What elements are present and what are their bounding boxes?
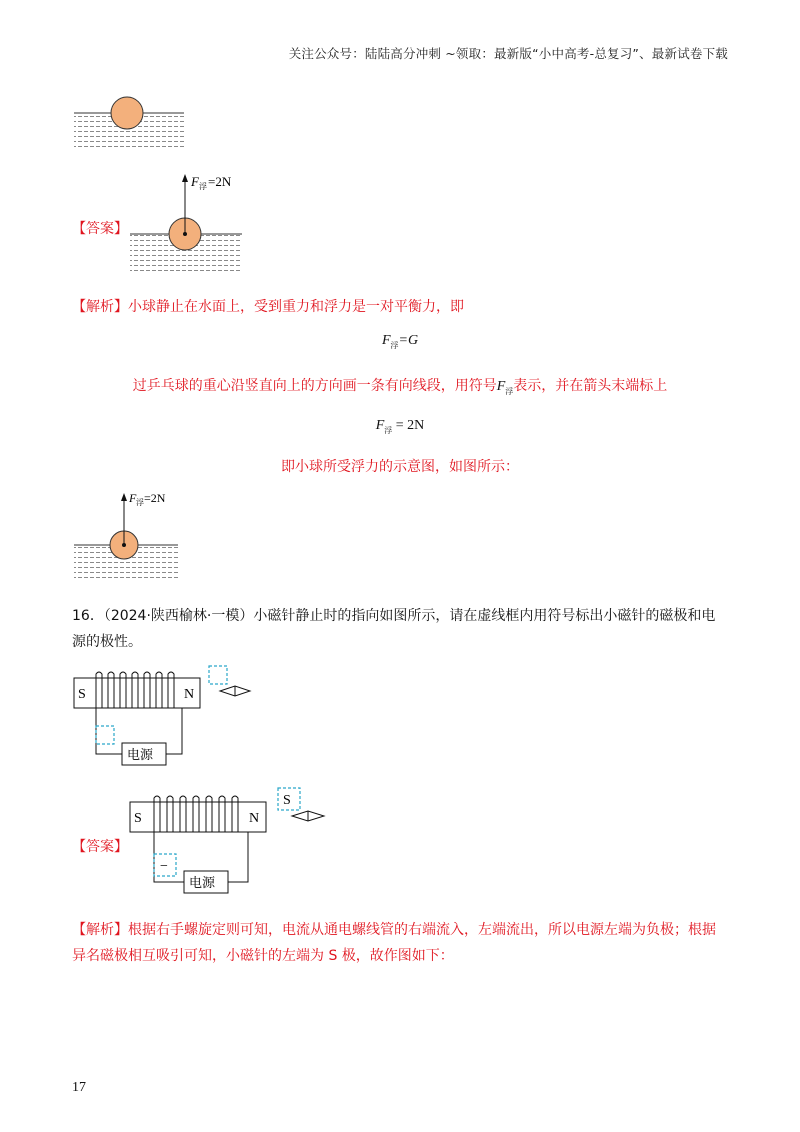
center-dot [183,232,187,236]
force-label-symbol: F [191,174,199,189]
needle-pole-box[interactable] [209,666,227,684]
analysis-line-2: 过乒乓球的重心沿竖直向上的方向画一条有向线段，用符号$F_浮$表示，并在箭头末端标上 [132,378,668,396]
analysis-label: 【解析】 [72,299,128,315]
force-label-value: =2N [208,174,232,189]
force-label-value: =2N [144,491,166,505]
force-arrow-head [121,493,127,501]
solenoid-left-pole: S [78,687,86,702]
wire-left [96,708,122,754]
needle-pole-label: S [283,793,291,808]
answer-label: 【答案】 [72,221,128,237]
solenoid-core [130,802,266,832]
solenoid-core [74,678,200,708]
solenoid-right-pole: N [249,811,260,826]
buoyancy-analysis-figure [72,485,192,585]
buoyancy-answer-figure [128,168,248,278]
page-header: 关注公众号：陆陆高分冲刺 ~领取：最新版“小中高考-总复习”、最新试卷下载 [288,46,728,61]
analysis-16: 【解析】根据右手螺旋定则可知，电流从通电螺线管的右端流入，左端流出，所以电源左端为负极；根据 异名磁极相互吸引可知，小磁针的左端为 S 极，故作图如下： [72,922,716,964]
power-source-label: 电源 [189,875,216,890]
force-label-symbol: F [129,491,137,505]
analysis-16-label: 【解析】 [72,922,128,938]
solenoid-question-figure [72,662,262,772]
source-pole-box[interactable] [96,726,114,744]
page-number: 17 [72,1080,86,1095]
wire-right [228,832,248,882]
question-number: 16． [72,608,104,624]
solenoid-left-pole: S [134,811,142,826]
formula-2: $F_浮 = 2N$ [375,418,425,435]
answer-16-label: 【答案】 [72,839,128,855]
power-source-label: 电源 [127,747,154,762]
center-dot [122,543,126,547]
solenoid-answer-figure [128,786,328,896]
solenoid-right-pole: N [184,687,195,702]
question-16: 16．（2024·陕西榆林·一模）小磁针静止时的指向如图所示，请在虚线框内用符号标出小磁针的磁极和电 源的极性。 [72,608,716,650]
source-pole-sign: − [160,859,168,874]
formula-1: $F_浮=G$ [381,333,419,350]
force-label-sub: 浮 [199,182,207,191]
force-arrow-head [182,174,188,182]
wire-right [166,708,182,754]
ball-on-water-figure [72,94,187,154]
analysis-line-1: 【解析】小球静止在水面上，受到重力和浮力是一对平衡力，即 [72,299,464,315]
force-label-sub: 浮 [136,498,144,507]
analysis-line-3: 即小球所受浮力的示意图，如图所示： [281,459,519,475]
ball [111,97,143,129]
wire-left [154,832,184,882]
